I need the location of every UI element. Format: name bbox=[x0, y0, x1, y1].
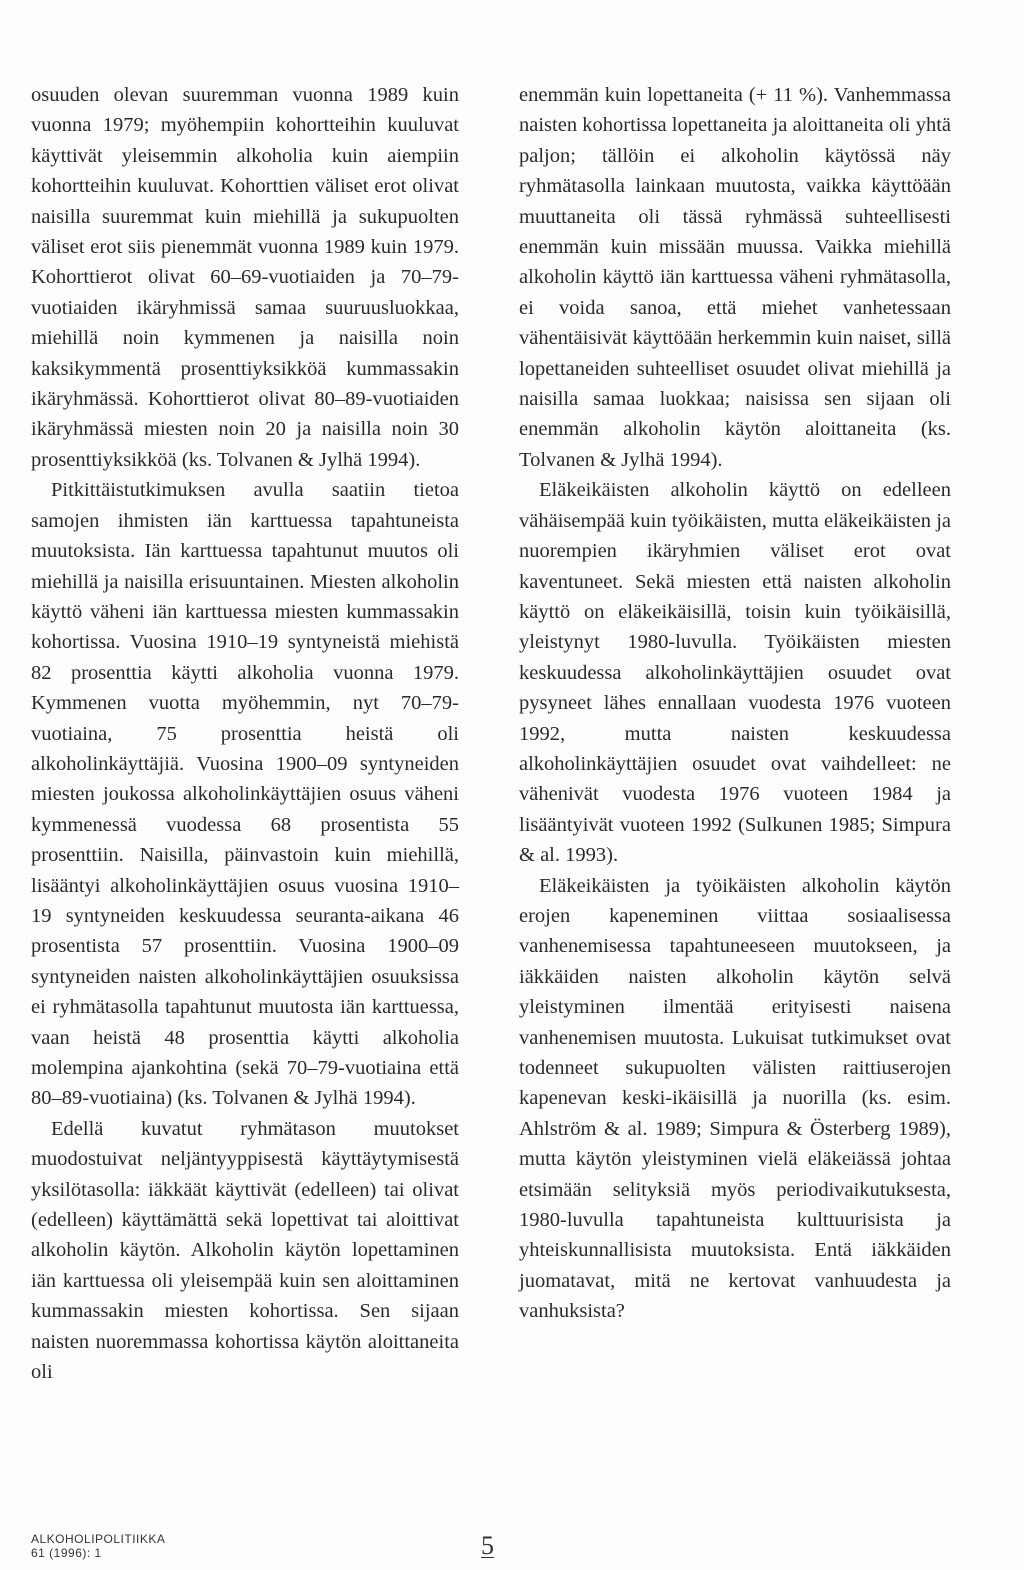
body-paragraph: Edellä kuvatut ryhmätason muutokset muodostuivat neljäntyyppisestä käyttäytymisestä yksilötasolla: iäkkäät käyttivät (edelleen) tai olivat (edelleen) käyttämättä sekä lopettivat tai aloittivat alkoholin käytön. Alkoholin käytön lopettaminen iän karttuessa oli yleisempää kuin sen aloittaminen kummassakin miesten kohortissa. Sen sijaan naisten nuoremmassa kohortissa käytön aloittaneita oli bbox=[31, 1117, 459, 1384]
journal-name: ALKOHOLIPOLITIIKKA bbox=[31, 1532, 166, 1546]
body-paragraph: enemmän kuin lopettaneita (+ 11 %). Vanhemmassa naisten kohortissa lopettaneita ja aloittaneita oli yhtä paljon; tällöin ei alkoholin käytössä näy ryhmätasolla lainkaan muutosta, vaikka käyttöään muuttaneita oli tässä ryhmässä suhteellisesti enemmän kuin missään muussa. Vaikka miehillä alkoholin käyttö iän karttuessa väheni ryhmätasolla, ei voida sanoa, että miehet vanhetessaan vähentäisivät käyttöään herkemmin kuin naiset, sillä lopettaneiden suhteelliset osuudet olivat miehillä ja naisilla samaa luokkaa; naisissa sen sijaan oli enemmän alkoholin käytön aloittaneita (ks. Tolvanen & Jylhä 1994). bbox=[519, 84, 951, 471]
body-paragraph: Eläkeikäisten alkoholin käyttö on edelleen vähäisempää kuin työikäisten, mutta eläkeikäisten ja nuorempien ikäryhmien väliset erot ovat kaventuneet. Sekä miesten että naisten alkoholin käyttö on eläkeikäisillä, toisin kuin työikäisillä, yleistynyt 1980-luvulla. Työikäisten miesten keskuudessa alkoholinkäyttäjien osuudet ovat pysyneet lähes ennallaan vuodesta 1976 vuoteen 1992, mutta naisten keskuudessa alkoholinkäyttäjien osuudet ovat vaihdelleet: ne vähenivät vuodesta 1976 vuoteen 1984 ja lisääntyivät vuoteen 1992 (Sulkunen 1985; Simpura & al. 1993). bbox=[519, 479, 951, 867]
right-text-column bbox=[519, 80, 951, 1327]
page-number: 5 bbox=[481, 1531, 494, 1560]
body-paragraph: Pitkittäistutkimuksen avulla saatiin tietoa samojen ihmisten iän karttuessa tapahtuneista muutoksista. Iän karttuessa tapahtunut muutos oli miehillä ja naisilla erisuuntainen. Miesten alkoholin käyttö väheni iän karttuessa miesten kummassakin kohortissa. Vuosina 1910–19 syntyneistä miehistä 82 prosenttia käytti alkoholia vuonna 1979. Kymmenen vuotta myöhemmin, nyt 70–79-vuotiaina, 75 prosenttia heistä oli alkoholinkäyttäjiä. Vuosina 1900–09 syntyneiden miesten joukossa alkoholinkäyttäjien osuus väheni kymmenessä vuodessa 68 prosentista 55 prosenttiin. Naisilla, päinvastoin kuin miehillä, lisääntyi alkoholinkäyttäjien osuus vuosina 1910–19 syntyneiden keskuudessa seuranta-aikana 46 prosentista 57 prosenttiin. Vuosina 1900–09 syntyneiden naisten alkoholinkäyttäjien osuuksissa ei ryhmätasolla tapahtunut muutosta iän karttuessa, vaan heistä 48 prosenttia käytti alkoholia molempina ajankohtina (sekä 70–79-vuotiaina että 80–89-vuotiaina) (ks. Tolvanen & Jylhä 1994). bbox=[31, 479, 459, 1110]
journal-issue: 61 (1996): 1 bbox=[31, 1546, 102, 1560]
journal-footer bbox=[31, 1532, 165, 1560]
left-text-column bbox=[31, 80, 459, 1387]
body-paragraph: Eläkeikäisten ja työikäisten alkoholin käytön erojen kapeneminen viittaa sosiaalisessa vanhenemisessa tapahtuneeseen muutokseen, ja iäkkäiden naisten alkoholin käytön selvä yleistyminen ilmentää erityisesti naisena vanhenemisen muutosta. Lukuisat tutkimukset ovat todenneet sukupuolten välisten raittiuserojen kapenevan keski-ikäisillä ja nuorilla (ks. esim. Ahlström & al. 1989; Simpura & Österberg 1989), mutta käytön yleistyminen vielä eläkeiässä johtaa etsimään selityksiä myös periodivaikutuksesta, 1980-luvulla tapahtuneista kulttuurisista ja yhteiskunnallisista muutoksista. Entä iäkkäiden juomatavat, mitä ne kertovat vanhuudesta ja vanhuksista? bbox=[519, 874, 951, 1323]
body-paragraph: osuuden olevan suuremman vuonna 1989 kuin vuonna 1979; myöhempiin kohortteihin kuuluvat käyttivät yleisemmin alkoholia kuin aiempiin kohortteihin kuuluvat. Kohorttien väliset erot olivat naisilla suuremmat kuin miehillä ja sukupuolten väliset erot siis pienemmät vuonna 1989 kuin 1979. Kohorttierot olivat 60–69-vuotiaiden ja 70–79-vuotiaiden ikäryhmissä samaa suuruusluokkaa, miehillä noin kymmenen ja naisilla noin kaksikymmentä prosenttiyksikköä kummassakin ikäryhmässä. Kohorttierot olivat 80–89-vuotiaiden ikäryhmässä miesten noin 20 ja naisilla noin 30 prosenttiyksikköä (ks. Tolvanen & Jylhä 1994). bbox=[31, 84, 459, 471]
